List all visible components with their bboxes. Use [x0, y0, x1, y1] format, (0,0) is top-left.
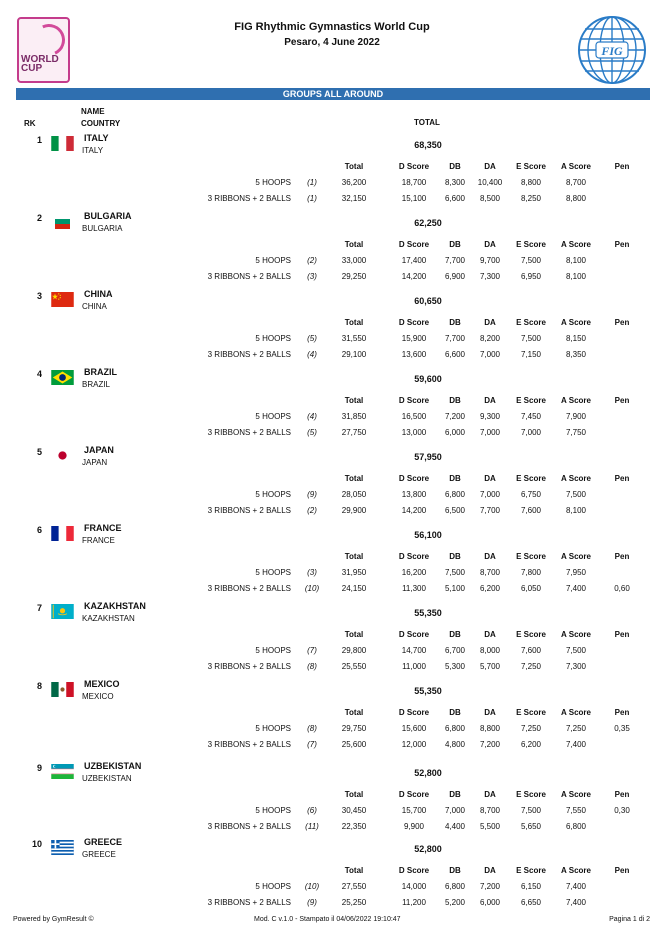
- score-da: 6,200: [479, 584, 501, 593]
- apparatus-label: 5 HOOPS: [255, 178, 291, 187]
- subcolumn-header-e: E Score: [516, 240, 546, 249]
- apparatus-label: 5 HOOPS: [255, 806, 291, 815]
- subcolumn-header-total: Total: [344, 552, 364, 561]
- apparatus-rank: (5): [307, 428, 317, 437]
- score-e: 7,500: [520, 256, 542, 265]
- score-total: 25,550: [341, 662, 367, 671]
- score-a: 7,500: [565, 490, 587, 499]
- score-a: 7,500: [565, 646, 587, 655]
- subcolumn-header-da: DA: [484, 790, 496, 799]
- gr-flag-icon: [51, 840, 74, 855]
- score-da: 7,000: [479, 350, 501, 359]
- score-total: 29,800: [341, 646, 367, 655]
- rank-number: 5: [37, 447, 43, 457]
- footer-powered-by: Powered by GymResult ©: [13, 916, 94, 923]
- score-a: 7,300: [565, 662, 587, 671]
- score-d: 18,700: [401, 178, 427, 187]
- score-d: 16,200: [401, 568, 427, 577]
- score-e: 8,250: [520, 194, 542, 203]
- score-db: 7,700: [444, 334, 466, 343]
- kz-flag-icon: [51, 604, 74, 619]
- subcolumn-header-total: Total: [344, 318, 364, 327]
- score-db: 7,200: [444, 412, 466, 421]
- score-a: 7,900: [565, 412, 587, 421]
- score-e: 7,250: [520, 724, 542, 733]
- subcolumn-header-e: E Score: [516, 708, 546, 717]
- apparatus-label: 5 HOOPS: [255, 646, 291, 655]
- subcolumn-header-da: DA: [484, 866, 496, 875]
- team-name: MEXICO: [84, 679, 120, 689]
- team-total: 55,350: [414, 608, 442, 618]
- score-da: 7,200: [479, 740, 501, 749]
- subcolumn-header-db: DB: [449, 866, 461, 875]
- score-da: 8,500: [479, 194, 501, 203]
- score-total: 28,050: [341, 490, 367, 499]
- score-da: 8,800: [479, 724, 501, 733]
- cn-flag-icon: [51, 292, 74, 307]
- score-e: 7,600: [520, 506, 542, 515]
- apparatus-label: 3 RIBBONS + 2 BALLS: [207, 822, 291, 831]
- score-total: 27,550: [341, 882, 367, 891]
- page-subtitle: Pesaro, 4 June 2022: [284, 37, 380, 48]
- team-name: BRAZIL: [84, 367, 117, 377]
- score-total: 29,250: [341, 272, 367, 281]
- subcolumn-header-pen: Pen: [614, 162, 630, 171]
- score-pen: 0,60: [614, 584, 630, 593]
- subcolumn-header-a: A Score: [561, 240, 591, 249]
- apparatus-label: 5 HOOPS: [255, 256, 291, 265]
- score-e: 5,650: [520, 822, 542, 831]
- score-db: 5,300: [444, 662, 466, 671]
- score-da: 9,700: [479, 256, 501, 265]
- subcolumn-header-e: E Score: [516, 162, 546, 171]
- subcolumn-header-pen: Pen: [614, 240, 630, 249]
- fr-flag-icon: [51, 526, 74, 541]
- subcolumn-header-db: DB: [449, 318, 461, 327]
- fig-globe-icon: [577, 15, 647, 85]
- apparatus-label: 3 RIBBONS + 2 BALLS: [207, 662, 291, 671]
- team-country: KAZAKHSTAN: [82, 614, 135, 623]
- score-db: 4,800: [444, 740, 466, 749]
- subcolumn-header-total: Total: [344, 396, 364, 405]
- score-total: 31,950: [341, 568, 367, 577]
- team-total: 52,800: [414, 844, 442, 854]
- score-d: 14,000: [401, 882, 427, 891]
- score-total: 25,600: [341, 740, 367, 749]
- team-country: UZBEKISTAN: [82, 774, 132, 783]
- apparatus-label: 5 HOOPS: [255, 334, 291, 343]
- apparatus-rank: (2): [307, 506, 317, 515]
- subcolumn-header-e: E Score: [516, 552, 546, 561]
- score-da: 8,000: [479, 646, 501, 655]
- score-a: 8,100: [565, 272, 587, 281]
- subcolumn-header-pen: Pen: [614, 866, 630, 875]
- rank-number: 7: [37, 603, 43, 613]
- apparatus-rank: (2): [307, 256, 317, 265]
- br-flag-icon: [51, 370, 74, 385]
- apparatus-rank: (8): [307, 662, 317, 671]
- score-db: 6,800: [444, 490, 466, 499]
- subcolumn-header-a: A Score: [561, 552, 591, 561]
- score-e: 8,800: [520, 178, 542, 187]
- subcolumn-header-a: A Score: [561, 318, 591, 327]
- score-e: 7,600: [520, 646, 542, 655]
- team-name: KAZAKHSTAN: [84, 601, 146, 611]
- score-db: 7,700: [444, 256, 466, 265]
- score-d: 14,700: [401, 646, 427, 655]
- score-e: 7,500: [520, 334, 542, 343]
- score-db: 6,800: [444, 882, 466, 891]
- subcolumn-header-total: Total: [344, 240, 364, 249]
- score-pen: 0,35: [614, 724, 630, 733]
- subcolumn-header-db: DB: [449, 790, 461, 799]
- score-db: 6,900: [444, 272, 466, 281]
- subcolumn-header-da: DA: [484, 318, 496, 327]
- score-da: 5,700: [479, 662, 501, 671]
- score-a: 8,800: [565, 194, 587, 203]
- score-d: 11,300: [402, 584, 426, 593]
- apparatus-label: 3 RIBBONS + 2 BALLS: [207, 898, 291, 907]
- score-total: 30,450: [341, 806, 367, 815]
- rank-number: 9: [37, 763, 43, 773]
- score-d: 14,200: [401, 506, 427, 515]
- subcolumn-header-d: D Score: [398, 162, 430, 171]
- score-e: 6,950: [520, 272, 542, 281]
- score-a: 8,100: [565, 506, 587, 515]
- subcolumn-header-d: D Score: [398, 318, 430, 327]
- score-db: 6,600: [444, 350, 466, 359]
- subcolumn-header-a: A Score: [561, 396, 591, 405]
- subcolumn-header-db: DB: [449, 396, 461, 405]
- subcolumn-header-da: DA: [484, 162, 496, 171]
- subcolumn-header-e: E Score: [516, 630, 546, 639]
- score-db: 6,800: [444, 724, 466, 733]
- score-a: 6,800: [565, 822, 587, 831]
- team-country: FRANCE: [82, 536, 115, 545]
- score-d: 15,700: [401, 806, 427, 815]
- team-name: FRANCE: [84, 523, 122, 533]
- apparatus-rank: (7): [307, 646, 317, 655]
- page-title: FIG Rhythmic Gymnastics World Cup: [234, 21, 430, 33]
- subcolumn-header-da: DA: [484, 396, 496, 405]
- score-db: 8,300: [444, 178, 466, 187]
- score-e: 7,150: [520, 350, 542, 359]
- subcolumn-header-total: Total: [344, 790, 364, 799]
- subcolumn-header-a: A Score: [561, 790, 591, 799]
- apparatus-label: 3 RIBBONS + 2 BALLS: [207, 272, 291, 281]
- score-da: 5,500: [479, 822, 501, 831]
- subcolumn-header-a: A Score: [561, 474, 591, 483]
- score-a: 7,400: [565, 898, 587, 907]
- score-e: 6,200: [520, 740, 542, 749]
- score-total: 25,250: [341, 898, 367, 907]
- score-total: 31,550: [341, 334, 367, 343]
- score-d: 15,100: [401, 194, 427, 203]
- score-db: 7,000: [444, 806, 466, 815]
- score-a: 8,350: [565, 350, 587, 359]
- subcolumn-header-d: D Score: [398, 630, 430, 639]
- subcolumn-header-total: Total: [344, 630, 364, 639]
- score-e: 6,050: [520, 584, 542, 593]
- score-d: 12,000: [401, 740, 427, 749]
- score-da: 6,000: [479, 898, 501, 907]
- subcolumn-header-pen: Pen: [614, 396, 630, 405]
- score-total: 32,150: [341, 194, 367, 203]
- apparatus-rank: (7): [307, 740, 317, 749]
- team-name: JAPAN: [84, 445, 114, 455]
- score-total: 36,200: [341, 178, 367, 187]
- subcolumn-header-d: D Score: [398, 552, 430, 561]
- team-country: ITALY: [82, 146, 104, 155]
- team-total: 55,350: [414, 686, 442, 696]
- subcolumn-header-e: E Score: [516, 866, 546, 875]
- score-d: 11,200: [402, 898, 426, 907]
- country-column-header: COUNTRY: [81, 119, 121, 128]
- subcolumn-header-pen: Pen: [614, 552, 630, 561]
- apparatus-rank: (11): [305, 822, 319, 831]
- score-e: 7,250: [520, 662, 542, 671]
- svg-text:FIG: FIG: [601, 44, 623, 58]
- subcolumn-header-da: DA: [484, 552, 496, 561]
- rank-number: 8: [37, 681, 43, 691]
- score-a: 8,700: [565, 178, 587, 187]
- score-d: 13,600: [401, 350, 427, 359]
- score-d: 13,800: [401, 490, 427, 499]
- score-e: 7,500: [520, 806, 542, 815]
- score-db: 6,600: [444, 194, 466, 203]
- score-e: 7,000: [520, 428, 542, 437]
- team-country: BULGARIA: [82, 224, 123, 233]
- subcolumn-header-pen: Pen: [614, 630, 630, 639]
- apparatus-rank: (9): [307, 490, 317, 499]
- score-e: 7,450: [520, 412, 542, 421]
- rank-number: 4: [37, 369, 43, 379]
- score-e: 6,150: [520, 882, 542, 891]
- subcolumn-header-a: A Score: [561, 866, 591, 875]
- subcolumn-header-d: D Score: [398, 240, 430, 249]
- apparatus-label: 3 RIBBONS + 2 BALLS: [207, 506, 291, 515]
- score-a: 7,400: [565, 584, 587, 593]
- score-a: 7,400: [565, 740, 587, 749]
- footer-page-number: Pagina 1 di 2: [609, 916, 650, 923]
- mx-flag-icon: [51, 682, 74, 697]
- score-pen: 0,30: [614, 806, 630, 815]
- score-total: 29,100: [341, 350, 367, 359]
- score-d: 11,000: [402, 662, 426, 671]
- apparatus-label: 5 HOOPS: [255, 724, 291, 733]
- apparatus-rank: (1): [307, 178, 317, 187]
- apparatus-label: 3 RIBBONS + 2 BALLS: [207, 584, 291, 593]
- rank-number: 3: [37, 291, 43, 301]
- subcolumn-header-pen: Pen: [614, 790, 630, 799]
- subcolumn-header-db: DB: [449, 630, 461, 639]
- subcolumn-header-pen: Pen: [614, 708, 630, 717]
- apparatus-rank: (9): [307, 898, 317, 907]
- rank-number: 10: [32, 839, 43, 849]
- apparatus-rank: (4): [307, 350, 317, 359]
- team-total: 52,800: [414, 768, 442, 778]
- score-da: 7,300: [479, 272, 501, 281]
- team-total: 68,350: [414, 140, 442, 150]
- score-d: 15,900: [401, 334, 427, 343]
- team-total: 62,250: [414, 218, 442, 228]
- score-da: 7,700: [479, 506, 501, 515]
- score-db: 6,000: [444, 428, 466, 437]
- team-name: UZBEKISTAN: [84, 761, 142, 771]
- apparatus-label: 3 RIBBONS + 2 BALLS: [207, 194, 291, 203]
- subcolumn-header-total: Total: [344, 162, 364, 171]
- footer-print-info: Mod. C v.1.0 - Stampato il 04/06/2022 19:10:47: [254, 916, 401, 923]
- team-country: JAPAN: [82, 458, 108, 467]
- rank-number: 6: [37, 525, 43, 535]
- score-d: 16,500: [401, 412, 427, 421]
- jp-flag-icon: [51, 448, 74, 463]
- score-d: 13,000: [401, 428, 427, 437]
- apparatus-rank: (5): [307, 334, 317, 343]
- score-db: 6,700: [444, 646, 466, 655]
- apparatus-label: 5 HOOPS: [255, 490, 291, 499]
- score-a: 7,250: [565, 724, 587, 733]
- team-country: BRAZIL: [82, 380, 111, 389]
- apparatus-rank: (4): [307, 412, 317, 421]
- apparatus-rank: (6): [307, 806, 317, 815]
- subcolumn-header-d: D Score: [398, 708, 430, 717]
- subcolumn-header-d: D Score: [398, 396, 430, 405]
- subcolumn-header-da: DA: [484, 708, 496, 717]
- score-a: 7,400: [565, 882, 587, 891]
- team-total: 60,650: [414, 296, 442, 306]
- subcolumn-header-total: Total: [344, 708, 364, 717]
- score-d: 17,400: [401, 256, 427, 265]
- apparatus-rank: (10): [304, 584, 320, 593]
- team-name: BULGARIA: [84, 211, 132, 221]
- score-da: 7,000: [479, 428, 501, 437]
- subcolumn-header-a: A Score: [561, 162, 591, 171]
- subcolumn-header-e: E Score: [516, 396, 546, 405]
- score-a: 7,750: [565, 428, 587, 437]
- score-da: 8,200: [479, 334, 501, 343]
- subcolumn-header-d: D Score: [398, 474, 430, 483]
- subcolumn-header-db: DB: [449, 474, 461, 483]
- subcolumn-header-db: DB: [449, 708, 461, 717]
- apparatus-rank: (10): [304, 882, 320, 891]
- subcolumn-header-total: Total: [344, 474, 364, 483]
- team-total: 56,100: [414, 530, 442, 540]
- apparatus-rank: (1): [307, 194, 317, 203]
- total-column-header: TOTAL: [414, 118, 440, 127]
- score-da: 7,000: [479, 490, 501, 499]
- uz-flag-icon: [51, 764, 74, 779]
- score-db: 6,500: [444, 506, 466, 515]
- team-name: ITALY: [84, 133, 109, 143]
- subcolumn-header-d: D Score: [398, 866, 430, 875]
- team-total: 59,600: [414, 374, 442, 384]
- section-title-bar: GROUPS ALL AROUND: [16, 88, 650, 100]
- apparatus-rank: (8): [307, 724, 317, 733]
- score-total: 29,750: [341, 724, 367, 733]
- score-db: 5,100: [444, 584, 466, 593]
- score-total: 27,750: [341, 428, 367, 437]
- score-a: 7,950: [565, 568, 587, 577]
- score-a: 8,100: [565, 256, 587, 265]
- subcolumn-header-a: A Score: [561, 708, 591, 717]
- team-name: GREECE: [84, 837, 123, 847]
- team-name: CHINA: [84, 289, 113, 299]
- score-db: 4,400: [444, 822, 466, 831]
- subcolumn-header-db: DB: [449, 552, 461, 561]
- subcolumn-header-e: E Score: [516, 474, 546, 483]
- rk-column-header: RK: [24, 119, 36, 128]
- score-total: 31,850: [341, 412, 367, 421]
- apparatus-rank: (3): [307, 272, 317, 281]
- subcolumn-header-da: DA: [484, 630, 496, 639]
- bg-flag-icon: [51, 214, 74, 229]
- score-d: 15,600: [401, 724, 427, 733]
- score-da: 7,200: [479, 882, 501, 891]
- team-country: CHINA: [82, 302, 107, 311]
- subcolumn-header-d: D Score: [398, 790, 430, 799]
- team-country: GREECE: [82, 850, 116, 859]
- score-da: 8,700: [479, 806, 501, 815]
- score-a: 8,150: [565, 334, 587, 343]
- subcolumn-header-da: DA: [484, 474, 496, 483]
- score-d: 14,200: [401, 272, 427, 281]
- apparatus-rank: (3): [307, 568, 317, 577]
- rank-number: 1: [37, 135, 43, 145]
- score-da: 10,400: [477, 178, 503, 187]
- team-country: MEXICO: [82, 692, 114, 701]
- score-da: 9,300: [479, 412, 501, 421]
- score-db: 7,500: [444, 568, 466, 577]
- score-e: 7,800: [520, 568, 542, 577]
- name-column-header: NAME: [81, 107, 105, 116]
- score-total: 33,000: [341, 256, 367, 265]
- apparatus-label: 3 RIBBONS + 2 BALLS: [207, 428, 291, 437]
- subcolumn-header-pen: Pen: [614, 474, 630, 483]
- subcolumn-header-da: DA: [484, 240, 496, 249]
- subcolumn-header-e: E Score: [516, 318, 546, 327]
- score-da: 8,700: [479, 568, 501, 577]
- score-d: 9,900: [403, 822, 425, 831]
- italy-flag-icon: [51, 136, 74, 151]
- apparatus-label: 3 RIBBONS + 2 BALLS: [207, 740, 291, 749]
- subcolumn-header-e: E Score: [516, 790, 546, 799]
- score-total: 29,900: [341, 506, 367, 515]
- apparatus-label: 5 HOOPS: [255, 882, 291, 891]
- team-total: 57,950: [414, 452, 442, 462]
- apparatus-label: 5 HOOPS: [255, 568, 291, 577]
- score-e: 6,750: [520, 490, 542, 499]
- subcolumn-header-db: DB: [449, 240, 461, 249]
- logo-text: WORLD CUP: [21, 54, 59, 74]
- score-e: 6,650: [520, 898, 542, 907]
- subcolumn-header-db: DB: [449, 162, 461, 171]
- apparatus-label: 5 HOOPS: [255, 412, 291, 421]
- subcolumn-header-total: Total: [344, 866, 364, 875]
- rank-number: 2: [37, 213, 43, 223]
- score-a: 7,550: [565, 806, 587, 815]
- score-db: 5,200: [444, 898, 466, 907]
- apparatus-label: 3 RIBBONS + 2 BALLS: [207, 350, 291, 359]
- score-total: 24,150: [341, 584, 367, 593]
- score-total: 22,350: [341, 822, 367, 831]
- subcolumn-header-pen: Pen: [614, 318, 630, 327]
- subcolumn-header-a: A Score: [561, 630, 591, 639]
